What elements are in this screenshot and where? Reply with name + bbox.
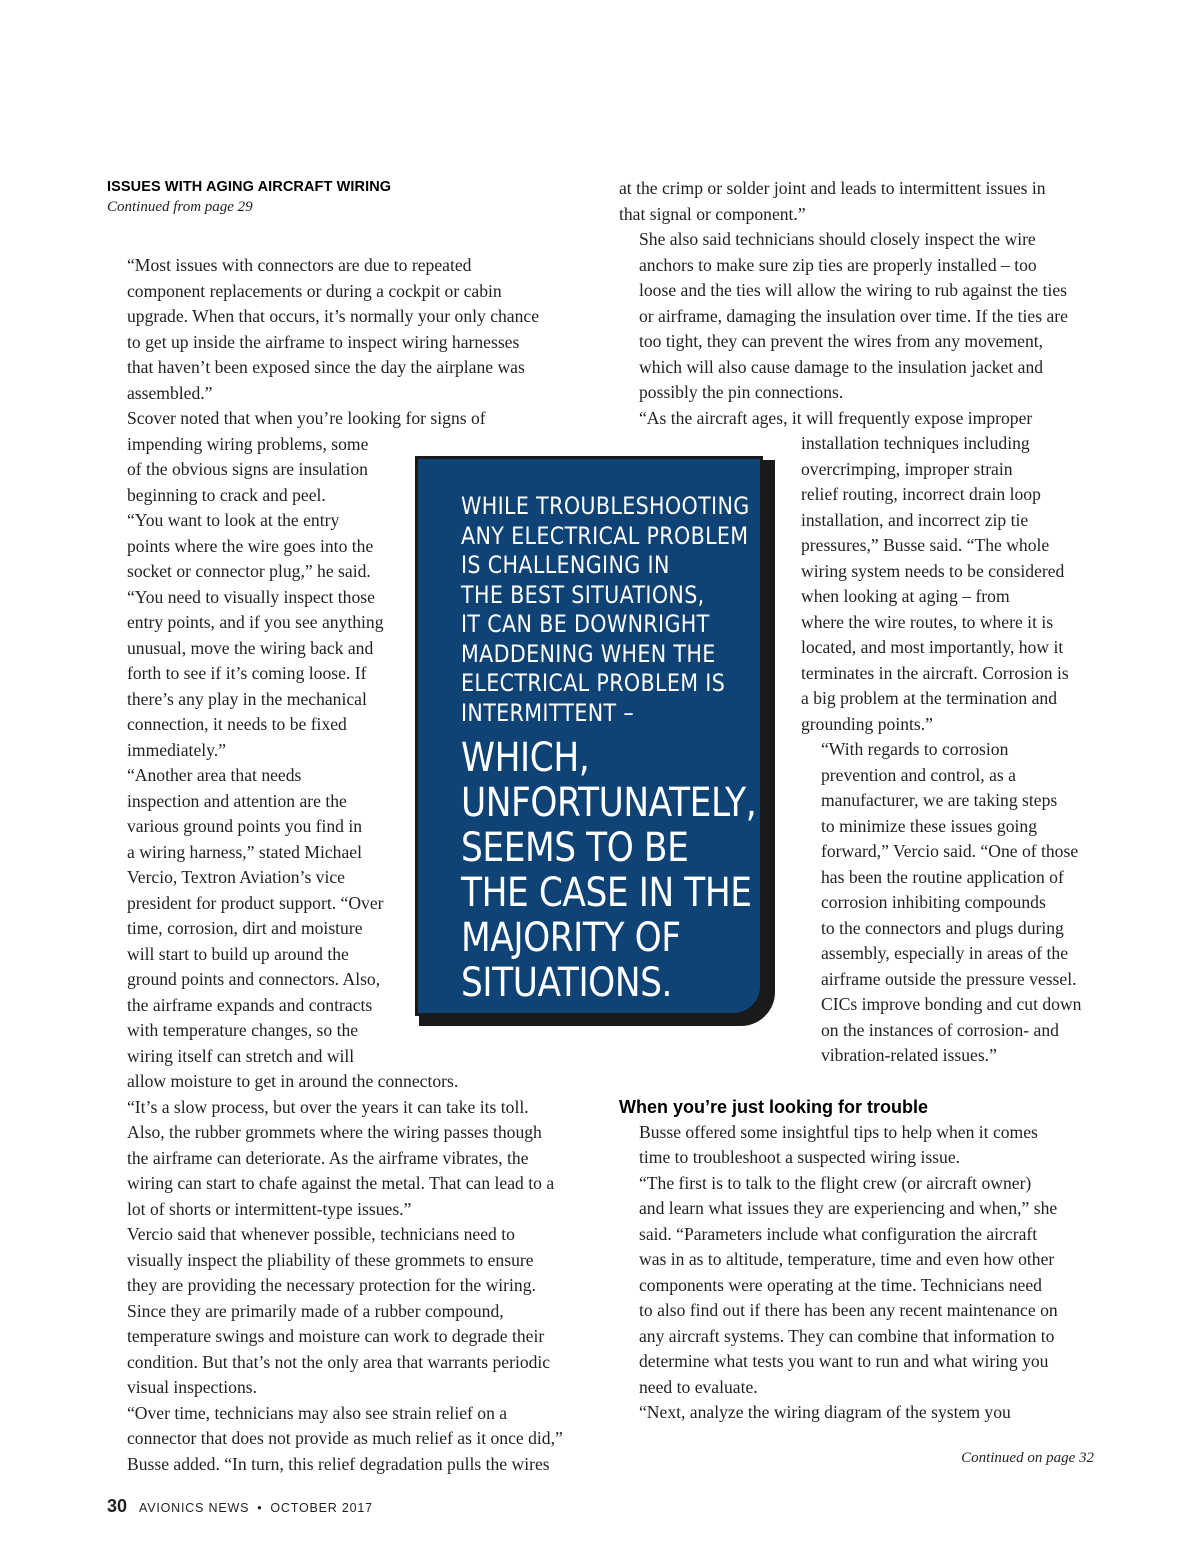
- text-line: overcrimping, improper strain: [801, 458, 1013, 479]
- text-line: will start to build up around the: [127, 943, 349, 964]
- text-line: socket or connector plug,” he said.: [127, 561, 371, 581]
- text-line: wiring can start to chafe against the metal. That can lead to a: [127, 1173, 555, 1193]
- text-line: at the crimp or solder joint and leads to intermittent issues in: [619, 178, 1046, 198]
- text-line: temperature swings and moisture can work to degrade their: [127, 1326, 545, 1346]
- text-line: Vercio, Textron Aviation’s vice: [127, 867, 345, 887]
- body-paragraph: [107, 1095, 595, 1223]
- body-paragraph: [619, 406, 1105, 432]
- pull-quote-line: ANY ELECTRICAL PROBLEM: [461, 521, 749, 550]
- body-paragraph: [107, 1401, 595, 1478]
- page-footer: [107, 1496, 373, 1517]
- pull-quote-line: IS CHALLENGING IN: [461, 551, 670, 579]
- pull-quote-line: WHICH,: [461, 735, 590, 781]
- text-line: too tight, they can prevent the wires from any movement,: [639, 331, 1044, 351]
- text-line: “Most issues with connectors are due to repeated: [127, 255, 472, 275]
- text-line: “Next, analyze the wiring diagram of the system you: [639, 1402, 1011, 1422]
- text-line: visual inspections.: [127, 1377, 257, 1397]
- text-line: “You need to visually inspect those: [127, 586, 375, 607]
- text-line: loose and the ties will allow the wiring to rub against the ties: [639, 280, 1068, 300]
- pull-quote-line: WHILE TROUBLESHOOTING: [461, 492, 750, 520]
- text-line: prevention and control, as a: [821, 764, 1016, 785]
- text-line: Also, the rubber grommets where the wiring passes though: [127, 1122, 542, 1142]
- text-line: to get up inside the airframe to inspect wiring harnesses: [127, 331, 520, 352]
- text-line: determine what tests you want to run and what wiring you: [639, 1351, 1049, 1371]
- text-line: “It’s a slow process, but over the years it can take its toll.: [127, 1096, 529, 1117]
- text-line: possibly the pin connections.: [639, 382, 844, 402]
- pull-quote-box: [415, 456, 763, 1016]
- text-line: said. “Parameters include what configuration the aircraft: [639, 1223, 1038, 1244]
- pull-quote-line: SEEMS TO BE: [461, 825, 689, 871]
- text-line: connector that does not provide as much relief as it once did,”: [127, 1428, 563, 1448]
- text-line: to minimize these issues going: [821, 815, 1037, 836]
- text-line: assembled.”: [127, 382, 213, 403]
- text-line: on the instances of corrosion- and: [821, 1019, 1059, 1040]
- text-line: “With regards to corrosion: [821, 739, 1009, 759]
- text-line: installation, and incorrect zip tie: [801, 509, 1029, 530]
- pull-quote-line: MADDENING WHEN THE: [461, 639, 716, 668]
- section-subhead: When you’re just looking for trouble: [619, 1096, 928, 1117]
- pull-quote: [415, 456, 777, 1028]
- page-number: 30: [107, 1496, 128, 1516]
- text-line: “You want to look at the entry: [127, 510, 340, 530]
- text-line: a wiring harness,” stated Michael: [127, 841, 362, 862]
- text-line: Scover noted that when you’re looking for signs of: [127, 408, 486, 428]
- text-line: “Another area that needs: [127, 765, 302, 785]
- text-line: She also said technicians should closely inspect the wire: [639, 229, 1036, 249]
- text-line: allow moisture to get in around the connectors.: [127, 1071, 459, 1091]
- continued-from-note: Continued from page 29: [107, 199, 253, 215]
- pull-quote-line: IT CAN BE DOWNRIGHT: [461, 610, 710, 638]
- text-line: component replacements or during a cockpit or cabin: [127, 280, 502, 301]
- body-paragraph: [619, 227, 1105, 406]
- text-line: inspection and attention are the: [127, 790, 347, 811]
- text-line: with temperature changes, so the: [127, 1020, 359, 1040]
- text-line: wiring itself can stretch and will: [127, 1045, 355, 1066]
- text-line: visually inspect the pliability of these grommets to ensure: [127, 1249, 534, 1270]
- text-line: unusual, move the wiring back and: [127, 637, 374, 658]
- text-line: the airframe can deteriorate. As the airframe vibrates, the: [127, 1147, 529, 1168]
- pull-quote-line: ELECTRICAL PROBLEM IS: [461, 669, 726, 697]
- text-line: beginning to crack and peel.: [127, 484, 326, 505]
- right-column-top-text: [619, 176, 1105, 431]
- pull-quote-line: THE CASE IN THE: [461, 870, 752, 916]
- issue-date: OCTOBER 2017: [270, 1501, 373, 1515]
- right-column-bottom-text: [619, 1120, 1105, 1426]
- pull-quote-line: SITUATIONS.: [461, 960, 673, 1006]
- pull-quote-text: [461, 492, 761, 1006]
- text-line: forth to see if it’s coming loose. If: [127, 663, 367, 683]
- body-paragraph: [801, 737, 1105, 1069]
- text-line: assembly, especially in areas of the: [821, 943, 1069, 963]
- text-line: or airframe, damaging the insulation over time. If the ties are: [639, 305, 1068, 326]
- text-line: “As the aircraft ages, it will frequently expose improper: [639, 407, 1033, 428]
- pull-quote-line: UNFORTUNATELY,: [461, 780, 757, 826]
- text-line: ground points and connectors. Also,: [127, 969, 381, 989]
- pull-quote-line: MAJORITY OF: [461, 915, 681, 961]
- text-line: condition. But that’s not the only area that warrants periodic: [127, 1351, 551, 1372]
- text-line: time, corrosion, dirt and moisture: [127, 918, 363, 938]
- text-line: Since they are primarily made of a rubber compound,: [127, 1300, 504, 1321]
- text-line: was in as to altitude, temperature, time and even how other: [639, 1249, 1055, 1269]
- body-paragraph: [801, 431, 1105, 737]
- text-line: and learn what issues they are experiencing and when,” she: [639, 1198, 1058, 1218]
- text-line: Vercio said that whenever possible, technicians need to: [127, 1224, 515, 1244]
- text-line: when looking at aging – from: [801, 586, 1010, 606]
- text-line: airframe outside the pressure vessel.: [821, 968, 1077, 989]
- pull-quote-intro: [461, 492, 762, 728]
- text-line: grounding points.”: [801, 713, 933, 734]
- text-line: pressures,” Busse said. “The whole: [801, 535, 1050, 555]
- text-line: wiring system needs to be considered: [801, 560, 1065, 581]
- text-line: upgrade. When that occurs, it’s normally your only chance: [127, 306, 540, 326]
- pull-quote-line: INTERMITTENT –: [461, 698, 635, 727]
- body-paragraph: [619, 176, 1105, 227]
- text-line: any aircraft systems. They can combine that information to: [639, 1325, 1055, 1346]
- text-line: anchors to make sure zip ties are properly installed – too: [639, 254, 1037, 275]
- text-line: that haven’t been exposed since the day the airplane was: [127, 357, 525, 377]
- text-line: time to troubleshoot a suspected wiring issue.: [639, 1147, 961, 1167]
- text-line: where the wire routes, to where it is: [801, 611, 1054, 632]
- body-paragraph: [619, 1400, 1105, 1426]
- text-line: lot of shorts or intermittent-type issues.”: [127, 1198, 412, 1219]
- text-line: they are providing the necessary protection for the wiring.: [127, 1275, 536, 1295]
- footer-separator: •: [257, 1501, 263, 1515]
- text-line: terminates in the aircraft. Corrosion is: [801, 662, 1069, 683]
- pull-quote-line: THE BEST SITUATIONS,: [461, 580, 705, 609]
- text-line: entry points, and if you see anything: [127, 612, 384, 632]
- text-line: a big problem at the termination and: [801, 688, 1058, 708]
- text-line: impending wiring problems, some: [127, 433, 369, 454]
- pull-quote-emphasis: [461, 736, 762, 1006]
- text-line: relief routing, incorrect drain loop: [801, 484, 1041, 504]
- text-line: that signal or component.”: [619, 203, 806, 224]
- text-line: the airframe expands and contracts: [127, 994, 373, 1015]
- text-line: manufacturer, we are taking steps: [821, 790, 1058, 810]
- continued-on-note: Continued on page 32: [961, 1450, 1094, 1466]
- body-paragraph: [107, 1222, 595, 1401]
- text-line: there’s any play in the mechanical: [127, 688, 367, 709]
- text-line: Busse offered some insightful tips to help when it comes: [639, 1121, 1038, 1142]
- right-column-narrow-text: [801, 431, 1105, 1069]
- text-line: “Over time, technicians may also see strain relief on a: [127, 1402, 508, 1423]
- text-line: CICs improve bonding and cut down: [821, 994, 1082, 1014]
- text-line: which will also cause damage to the insulation jacket and: [639, 356, 1044, 377]
- text-line: components were operating at the time. Technicians need: [639, 1274, 1042, 1295]
- body-paragraph: [619, 1120, 1105, 1171]
- text-line: immediately.”: [127, 739, 227, 760]
- text-line: Busse added. “In turn, this relief degradation pulls the wires: [127, 1453, 550, 1474]
- text-line: of the obvious signs are insulation: [127, 459, 368, 479]
- text-line: president for product support. “Over: [127, 892, 384, 913]
- section-kicker: ISSUES WITH AGING AIRCRAFT WIRING: [107, 179, 392, 195]
- body-paragraph: [107, 253, 595, 406]
- text-line: corrosion inhibiting compounds: [821, 892, 1046, 912]
- text-line: forward,” Vercio said. “One of those: [821, 841, 1079, 861]
- text-line: installation techniques including: [801, 433, 1030, 453]
- text-line: various ground points you find in: [127, 816, 363, 836]
- text-line: to also find out if there has been any recent maintenance on: [639, 1300, 1058, 1320]
- text-line: need to evaluate.: [639, 1376, 758, 1397]
- publication-name: AVIONICS NEWS: [139, 1501, 250, 1515]
- text-line: connection, it needs to be fixed: [127, 714, 347, 734]
- body-paragraph: [619, 1171, 1105, 1401]
- text-line: points where the wire goes into the: [127, 535, 374, 556]
- text-line: “The first is to talk to the flight crew (or aircraft owner): [639, 1172, 1032, 1193]
- text-line: to the connectors and plugs during: [821, 917, 1064, 938]
- text-line: vibration-related issues.”: [821, 1045, 997, 1065]
- text-line: located, and most importantly, how it: [801, 637, 1064, 657]
- text-line: has been the routine application of: [821, 866, 1064, 887]
